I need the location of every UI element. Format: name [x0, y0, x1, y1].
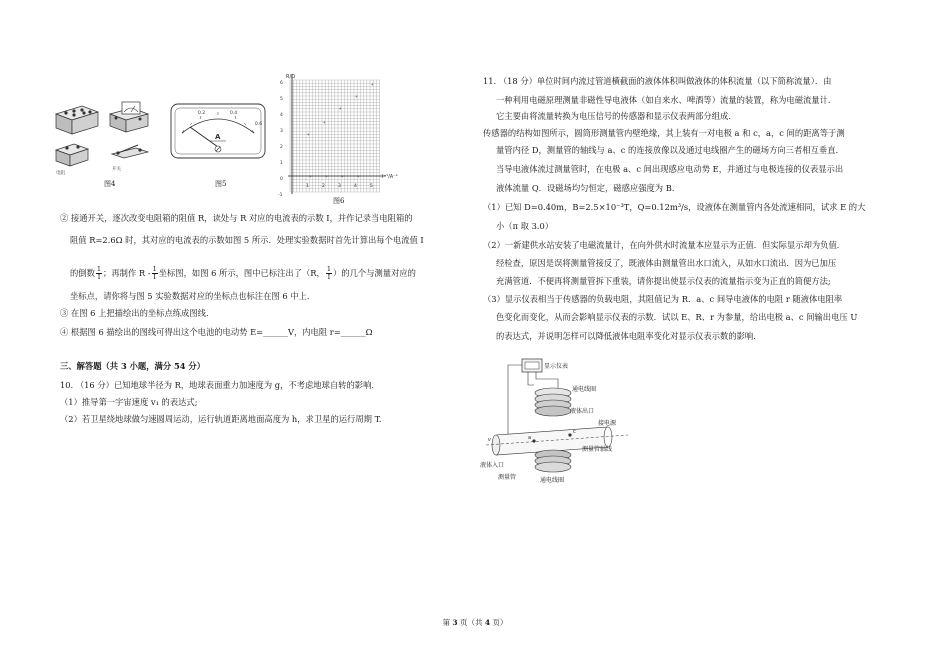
y-axis-label: R/Ω	[286, 74, 295, 80]
figure-5-ammeter-dial	[170, 103, 266, 159]
data-point: +	[356, 173, 360, 179]
q11-line3: 它主要由将流量转换为电压信号的传感器和显示仪表两部分组成.	[496, 111, 731, 121]
q9-step2-line1: ② 接通开关，逐次改变电阻箱的阻值 R，读处与 R 对应的电流表的示数 I，并作记录当电阻箱的	[60, 213, 413, 223]
q11-line2: 一种利用电磁原理测量非磁性导电液体（如自来水、啤酒等）流量的装置，称为电磁流量计.	[496, 95, 831, 105]
q10-part2: （2）若卫星绕地球做匀速圆周运动，运行轨道距离地面高度为 h，求卫星的运行周期 T.	[60, 414, 382, 424]
figure-6-caption: 图6	[333, 197, 345, 205]
electrode-c: c	[573, 429, 576, 435]
y-tick: 4	[280, 113, 283, 118]
fig4-label-right: 开关	[112, 167, 121, 172]
y-tick: 1	[280, 161, 283, 166]
q9-step2-line3: 的倒数 $\frac{1}{I}$ ；再制作 R - $\frac{1}{I}$ 坐标图，如图 6 所示，图中已标注出了（R， $\frac{1}{I}$ ）的几个与测量对应的	[70, 265, 416, 281]
svg-text:0.4: 0.4	[230, 111, 238, 116]
q11-line6: 当导电液体流过测量管时，在电极 a、c 间出现感应电动势 E，并通过与电极连接的仪表显示出	[496, 164, 844, 174]
top-coil	[535, 388, 571, 416]
label-tube: 测量管	[498, 474, 517, 481]
label-inlet: 液体入口	[480, 462, 505, 469]
data-point: +	[324, 173, 328, 179]
q11-part2-line1: （2）一新建供水站安装了电磁流量计，在向外供水时流量本应显示为正值．但实际显示却为负值．	[483, 240, 846, 250]
graph-grid	[290, 80, 380, 192]
x-tick: 2	[322, 184, 325, 189]
page-total: 4	[484, 618, 491, 627]
data-point: +	[354, 93, 358, 99]
y-tick: 2	[280, 145, 283, 150]
q11-part3-line3: 的表达式，并说明怎样可以降低液体电阻率变化对显示仪表示数的影响.	[496, 331, 756, 341]
fig4-label-left: 电阻	[56, 171, 65, 176]
q9-step2-line2: 阻值 R=2.6Ω 时，其对应的电流表的示数如图 5 所示．处理实验数据时首先计算出每个电流值 I	[70, 235, 424, 245]
x-axis-label: I⁻¹/A⁻¹	[382, 174, 398, 180]
ammeter-drawing	[110, 102, 148, 132]
q9-step4: ④ 根据图 6 描绘出的图线可得出这个电池的电动势 E=______V，内电阻 r=______Ω	[60, 327, 373, 337]
page-number: 3	[452, 618, 458, 627]
q10-part1: （1）推导第一宇宙速度 v₁ 的表达式;	[60, 397, 198, 407]
bottom-coil	[535, 450, 571, 472]
x-tick: 5	[370, 184, 373, 189]
resistance-box-drawing	[56, 106, 98, 134]
q11-part3-line2: 色变化而变化，从而会影响显示仪表的示数．试以 E、R、r 为参量，给出电极 a、c 间输出电压 U	[496, 312, 858, 322]
label-outlet: 液体出口	[570, 408, 595, 415]
q11-part2-line2: 经检查，原因是误将测量管接反了，既液体由测量管出水口流入，从如水口流出．因为已加压	[496, 258, 837, 268]
x-tick: 1	[306, 184, 309, 189]
data-point: +	[306, 131, 310, 137]
data-point: +	[370, 81, 374, 87]
switch-drawing	[112, 145, 148, 158]
data-point: +	[340, 173, 344, 179]
y-tick: 6	[280, 81, 283, 86]
q11-part1-line1: （1）已知 D=0.40m，B=2.5×10⁻³T，Q=0.12m³/s，设液体在测量管内各处流速相同，试求 E 的大	[483, 202, 866, 212]
flowmeter-diagram	[478, 355, 638, 485]
figure-5-caption: 图5	[215, 180, 227, 188]
svg-text:0.2: 0.2	[198, 111, 206, 116]
svg-text:0.6: 0.6	[255, 122, 263, 127]
x-tick: 4	[354, 184, 357, 189]
q11-part1-line2: 小（π 取 3.0）	[496, 221, 554, 231]
fraction-1-over-I: $\frac{1}{I}$	[326, 265, 331, 281]
data-point: +	[322, 119, 326, 125]
q11-line4: 传感器的结构如图所示，圆筒形测量管内壁绝缘，其上装有一对电极 a 和 c，a，c 间的距离等于测	[483, 128, 845, 138]
y-tick: 0	[280, 177, 283, 182]
q9-step3: ③ 在图 6 上把描绘出的坐标点练成图线.	[60, 308, 209, 318]
q10-stem: 10. （16 分）已知地球半径为 R，地球表面重力加速度为 g，不考虑地球自转的影响.	[60, 380, 375, 390]
fraction-1-over-I: $\frac{1}{I}$	[96, 265, 102, 281]
data-point: +	[338, 105, 342, 111]
x-tick: 3	[338, 184, 341, 189]
figure-6-graph	[280, 70, 400, 196]
q11-line5: 量管内径 D，测量管的轴线与 a、c 的连接放像以及通过电线圈产生的磁场方向三者相互垂直.	[496, 145, 839, 155]
y-tick: 5	[280, 97, 283, 102]
battery-drawing	[56, 144, 88, 166]
q9-step2-line4: 坐标点，请你将与图 5 实验数据对应的坐标点也标注在图 6 中上.	[70, 291, 310, 301]
figure-4-caption: 图4	[104, 180, 116, 188]
ammeter-unit: A	[215, 133, 221, 141]
label-axis: 测量管轴线	[582, 446, 613, 453]
y-tick: 3	[280, 129, 283, 134]
flow-velocity: v	[488, 437, 491, 443]
q11-part3-line1: （3）显示仪表相当于传感器的负载电阻，其阻值记为 R．a、c 间导电液体的电阻 r 随液体电阻率	[483, 294, 843, 304]
label-coil-top: 通电线圈	[572, 386, 597, 393]
page-footer: 第 3 页（共 4 页）	[442, 618, 508, 627]
q11-line1: 11. （18 分）单位时间内流过管道横截面的液体体积叫做液体的体积流量（以下简称流量）．由	[483, 76, 832, 86]
q11-line7: 液体流量 Q．设磁场均匀恒定，磁感应强度为 B.	[496, 183, 675, 193]
section-3-title: 三、解答题（共 3 小题，满分 54 分）	[60, 361, 206, 371]
electrode-a: a	[528, 435, 532, 441]
fraction-1-over-I: $\frac{1}{I}$	[152, 265, 157, 281]
q11-part2-line3: 充满管道．不便再将测量管拆下重装，请你提出使显示仪表的流量指示变为正直的简便方法;	[496, 276, 831, 286]
data-point: +	[308, 173, 312, 179]
label-power: 接电源	[598, 420, 617, 427]
label-display: 显示仪表	[544, 363, 569, 370]
y-tick: -1	[278, 193, 283, 198]
figure-4-apparatus	[52, 100, 152, 180]
label-coil-bottom: 通电线圈	[540, 477, 565, 484]
